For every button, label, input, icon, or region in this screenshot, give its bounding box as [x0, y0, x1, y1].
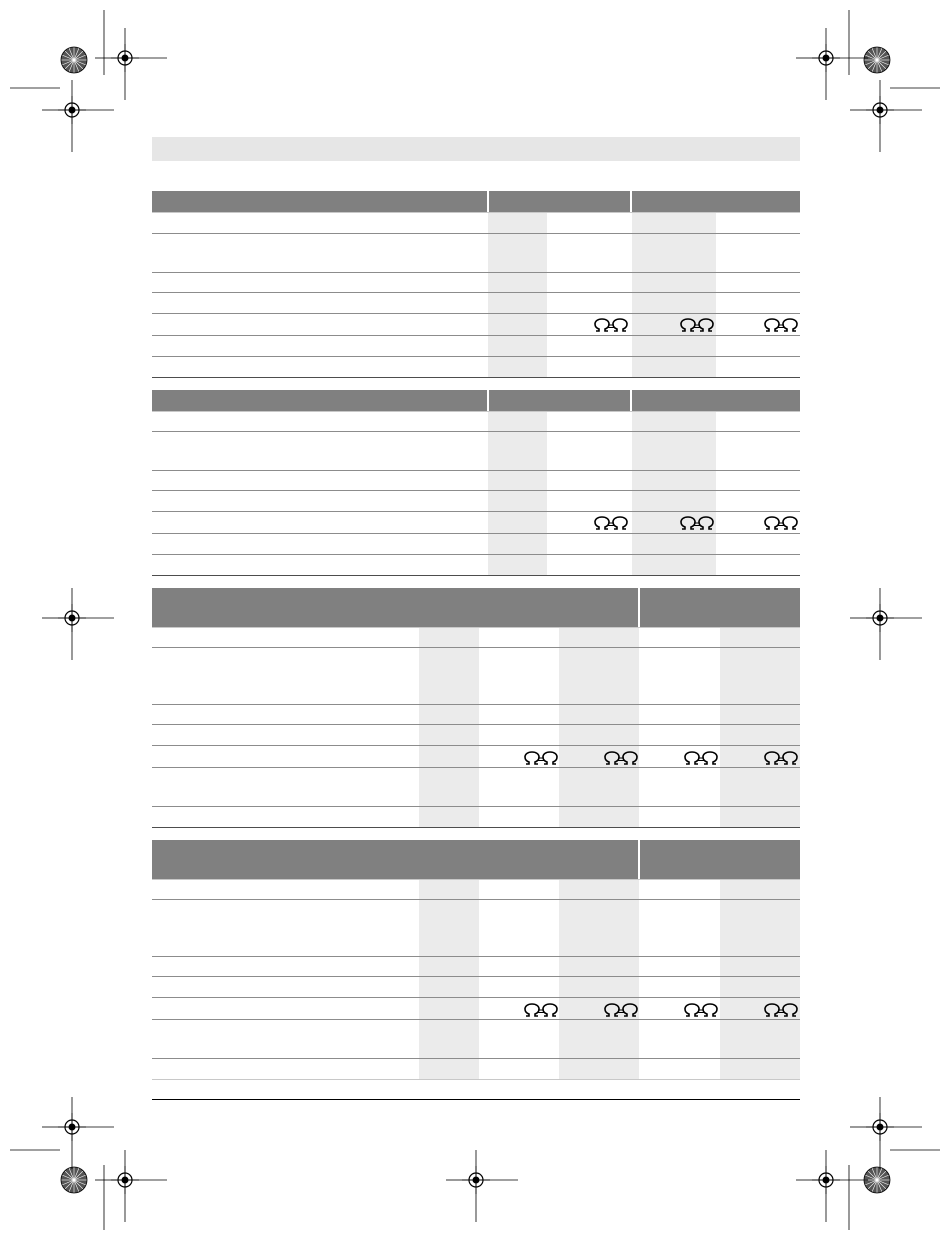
column-shade	[720, 879, 800, 1079]
column-shade	[632, 212, 716, 377]
column-shade	[632, 411, 716, 576]
table-header	[152, 191, 800, 212]
double-insulation-icon	[684, 1003, 718, 1017]
double-insulation-icon	[524, 1003, 558, 1017]
double-insulation-icon	[604, 751, 638, 765]
double-insulation-icon	[764, 318, 798, 332]
double-insulation-icon	[764, 1003, 798, 1017]
column-shade	[720, 627, 800, 827]
spec-table-4	[152, 840, 800, 1080]
footer-rule	[152, 1099, 800, 1100]
section-banner	[152, 137, 800, 161]
spec-table-1	[152, 191, 800, 379]
table-header	[152, 390, 800, 411]
column-shade	[419, 627, 479, 827]
column-shade	[488, 212, 547, 377]
double-insulation-icon	[594, 516, 628, 530]
double-insulation-icon	[604, 1003, 638, 1017]
spec-table-2	[152, 390, 800, 578]
spec-table-3	[152, 588, 800, 828]
double-insulation-icon	[764, 516, 798, 530]
double-insulation-icon	[524, 751, 558, 765]
column-shade	[559, 879, 639, 1079]
column-shade	[488, 411, 547, 576]
double-insulation-icon	[680, 318, 714, 332]
double-insulation-icon	[680, 516, 714, 530]
double-insulation-icon	[684, 751, 718, 765]
double-insulation-icon	[764, 751, 798, 765]
table-header	[152, 840, 800, 879]
table-header	[152, 588, 800, 627]
double-insulation-icon	[594, 318, 628, 332]
column-shade	[559, 627, 639, 827]
column-shade	[419, 879, 479, 1079]
